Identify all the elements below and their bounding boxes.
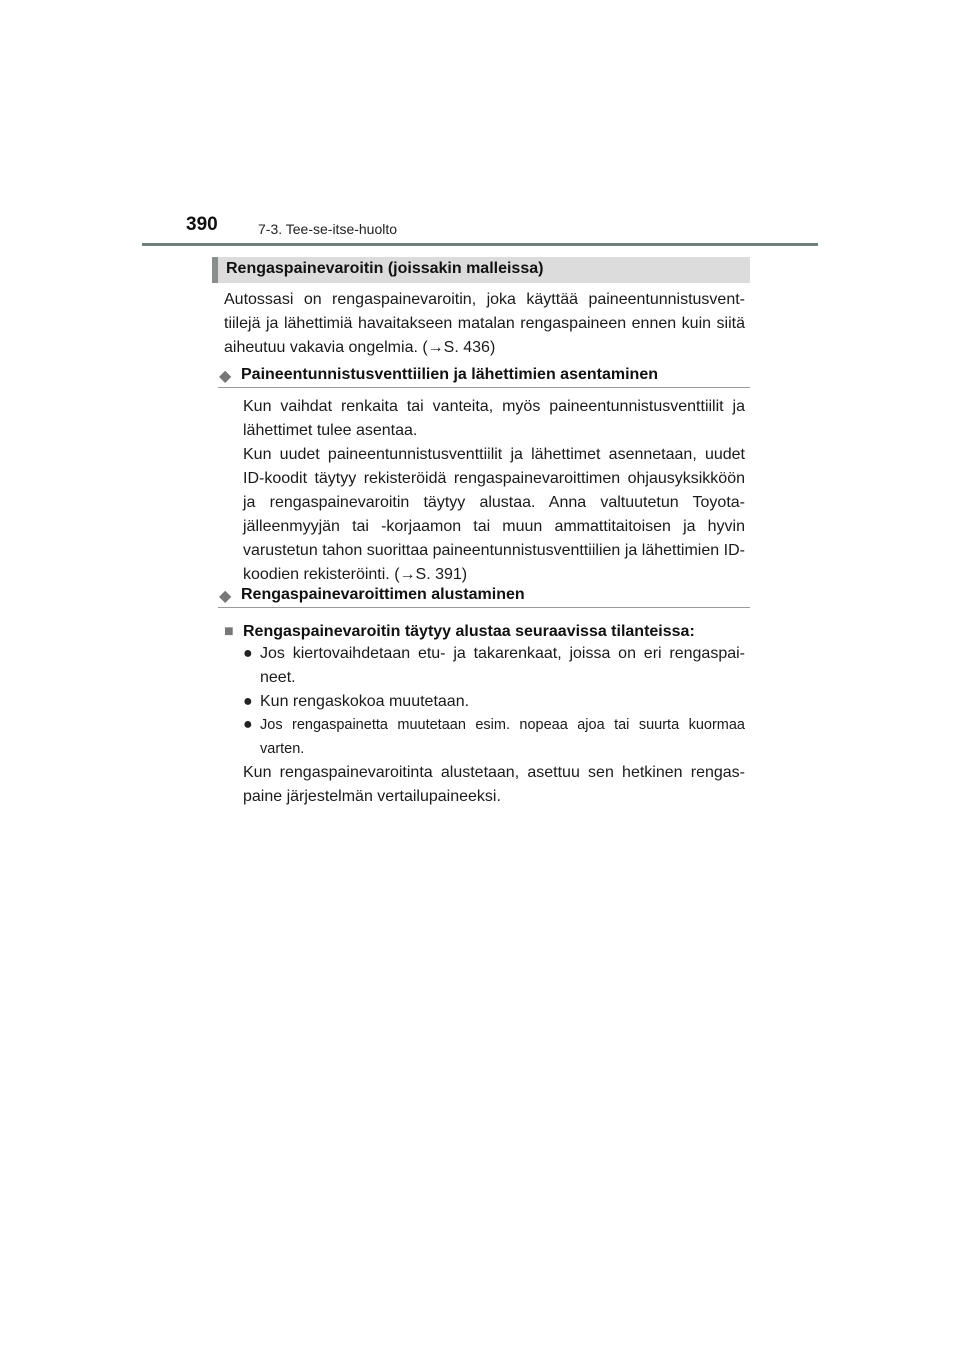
header-rule [142,243,818,246]
section-title-bar [212,257,750,283]
install-paragraph-2: Kun uudet paineentunnistusventtiilit ja lähettimet asennetaan, uudet ID-koodit täytyy rekisteröidä rengaspainevaroittimen ohjausyksikköön ja rengaspainevaroitin täytyy alustaa. Anna valtuutetun Toyota-jälleenmyyjän tai -korjaamon tai muun ammattitaitoisen ja hyvin varustetun tahon suorittaa paineentunnistusventtiilien ja lähettimien ID-koodien rekisteröinti. (→S. 391) [243,446,745,583]
sub-heading-install [218,363,750,388]
bullet-dot-icon: ● [243,693,253,710]
closing-paragraph: Kun rengaspainevaroitinta alustetaan, asettuu sen hetkinen rengaspaine järjestelmän vertailupaineeksi. [243,764,745,805]
bullet-dot-icon: ● [243,645,253,662]
list-item-text: Kun rengaskokoa muutetaan. [260,693,470,710]
intro-paragraph: Autossasi on rengaspainevaroitin, joka käyttää paineentunnistusventtiilejä ja lähettimiä havaitakseen matalan rengaspaineen ennen kuin siitä aiheutuu vakavia ongelmia. (→S. 436) [224,291,745,356]
bullet-dot-icon: ● [243,716,253,733]
square-icon: ■ [224,623,234,640]
diamond-icon: ◆ [219,588,232,605]
install-paragraph-1: Kun vaihdat renkaita tai vanteita, myös paineentunnistusventtiilit ja lähettimet tulee asentaa. [243,398,745,439]
list-item-text: Jos rengaspainetta muutetaan esim. nopeaa ajoa tai suurta kuormaa varten. [260,717,745,757]
sub-heading-install-title: Paineentunnistusventtiilien ja lähettimien asentaminen [241,366,658,383]
list-item [243,642,745,690]
list-item-text: Jos kiertovaihdetaan etu- ja takarenkaat, joissa on eri rengaspaineet. [260,645,745,686]
page-number: 390 [186,214,218,235]
list-item [243,690,745,714]
running-header: 7-3. Tee-se-itse-huolto [258,221,398,237]
sub-heading-initialize [218,583,750,608]
sub-heading-initialize-title: Rengaspainevaroittimen alustaminen [241,586,525,603]
section-title: Rengaspainevaroitin (joissakin malleissa) [226,260,544,277]
list-item [243,713,745,761]
diamond-icon: ◆ [219,368,232,385]
case-heading-title: Rengaspainevaroitin täytyy alustaa seuraavissa tilanteissa: [243,623,695,640]
case-heading [224,620,750,644]
